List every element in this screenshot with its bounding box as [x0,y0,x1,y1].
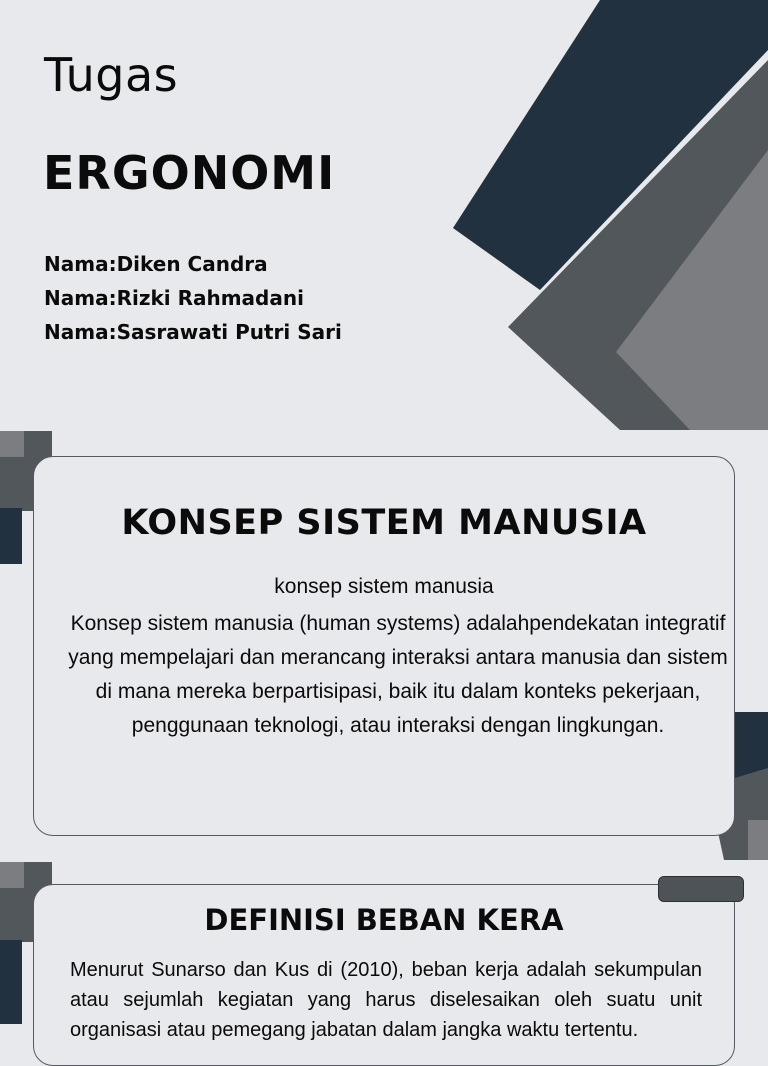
decorative-pill [658,876,744,902]
author-name: Nama:Rizki Rahmadani [44,286,304,310]
author-list [44,247,342,349]
left-light-block [0,431,24,457]
right-light-block [748,820,768,860]
document-title: ERGONOMI [43,146,336,200]
concept-subtitle: konsep sistem manusia [274,575,494,598]
concept-body: Konsep sistem manusia (human systems) adalahpendekatan integratif yang mempelajari dan merancang interaksi antara manusia dan sistem di mana mereka berpartisipasi, baik itu dalam konteks pekerjaan, penggunaan teknologi, atau interaksi dengan lingkungan. [68,612,728,737]
left-navy-block-2 [0,940,22,1024]
author-name: Nama:Diken Candra [44,252,268,276]
author-name: Nama:Sasrawati Putri Sari [44,320,342,344]
document-kicker: Tugas [44,48,179,102]
definition-heading: DEFINISI BEBAN KERA [204,903,564,937]
concept-heading: KONSEP SISTEM MANUSIA [121,503,647,543]
definition-body: Menurut Sunarso dan Kus di (2010), beban kerja adalah sekumpulan atau sejumlah kegiatan yang harus diselesaikan oleh suatu unit organisasi atau pemegang jabatan dalam jangka waktu tertentu. [70,959,702,1041]
definition-card [33,884,735,1066]
left-navy-block [0,508,22,564]
left-light-block-2 [0,862,24,888]
concept-card [33,456,735,836]
